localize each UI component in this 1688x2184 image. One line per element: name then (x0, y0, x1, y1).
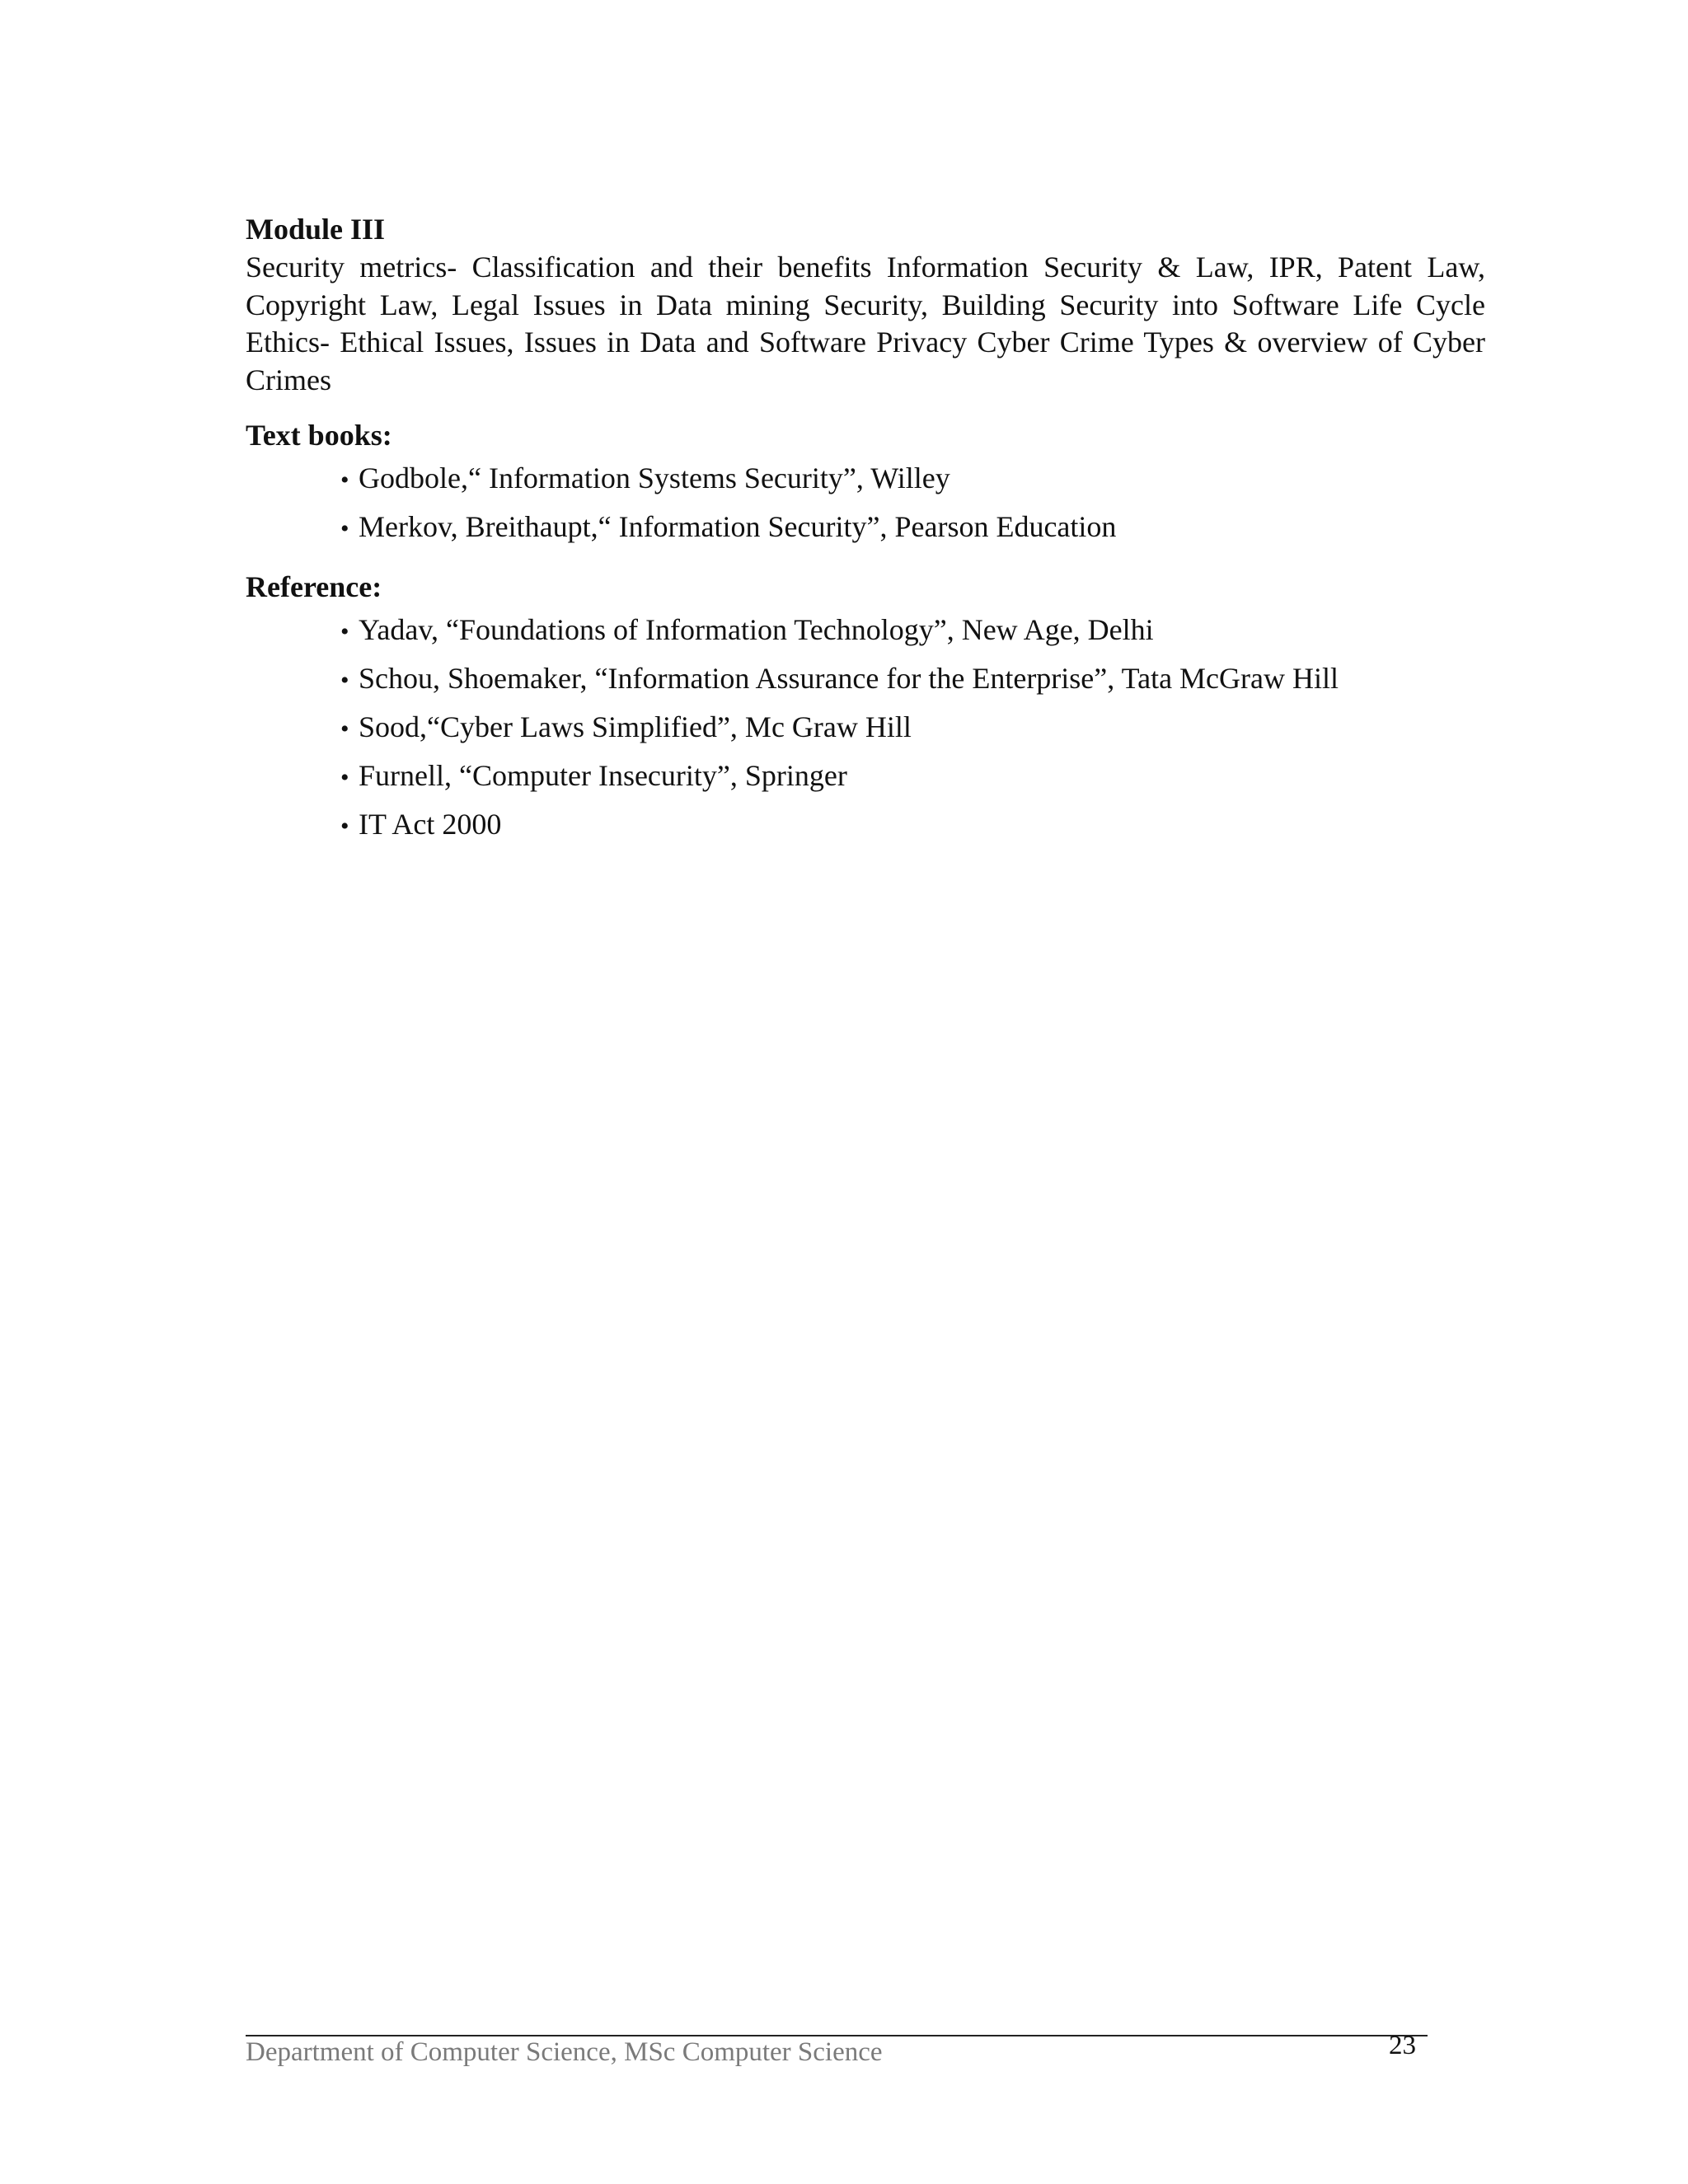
textbook-entry: Godbole,“ Information Systems Security”, Willey (359, 462, 950, 494)
reference-entry: Schou, Shoemaker, “Information Assurance for the Enterprise”, Tata McGraw Hill (359, 662, 1339, 695)
list-item (340, 607, 1485, 655)
reference-heading: Reference: (246, 570, 382, 603)
textbooks-list (246, 455, 1485, 552)
list-item (340, 504, 1485, 552)
reference-entry: Furnell, “Computer Insecurity”, Springer (359, 759, 847, 792)
page-content (246, 209, 1485, 850)
module-title: Module III (246, 213, 386, 246)
footer-department: Department of Computer Science, MSc Computer Science (246, 2037, 883, 2067)
list-item (340, 704, 1485, 752)
bullet-icon: • (340, 515, 349, 542)
reference-entry: IT Act 2000 (359, 808, 502, 841)
bullet-icon: • (340, 715, 349, 743)
reference-entry: Yadav, “Foundations of Information Technology”, New Age, Delhi (359, 613, 1154, 646)
list-item (340, 752, 1485, 801)
bullet-icon: • (340, 667, 349, 694)
bullet-icon: • (340, 813, 349, 840)
textbooks-heading: Text books: (246, 419, 392, 452)
bullet-icon: • (340, 618, 349, 645)
page-number: 23 (1389, 2031, 1416, 2060)
list-item (340, 655, 1485, 704)
list-item (340, 801, 1485, 850)
list-item (340, 455, 1485, 504)
bullet-icon: • (340, 764, 349, 791)
bullet-icon: • (340, 466, 349, 494)
reference-entry: Sood,“Cyber Laws Simplified”, Mc Graw Hill (359, 710, 912, 743)
module-description: Security metrics- Classification and their benefits Information Security & Law, IPR, Patent Law, Copyright Law, Legal Issues in Data mining Security, Building Security into Software Life Cycle Ethics- Ethical Issues, Issues in Data and Software Privacy Cyber Crime Types & overview of Cyber Crimes (246, 251, 1485, 396)
reference-list (246, 607, 1485, 850)
textbook-entry: Merkov, Breithaupt,“ Information Security”, Pearson Education (359, 510, 1117, 543)
